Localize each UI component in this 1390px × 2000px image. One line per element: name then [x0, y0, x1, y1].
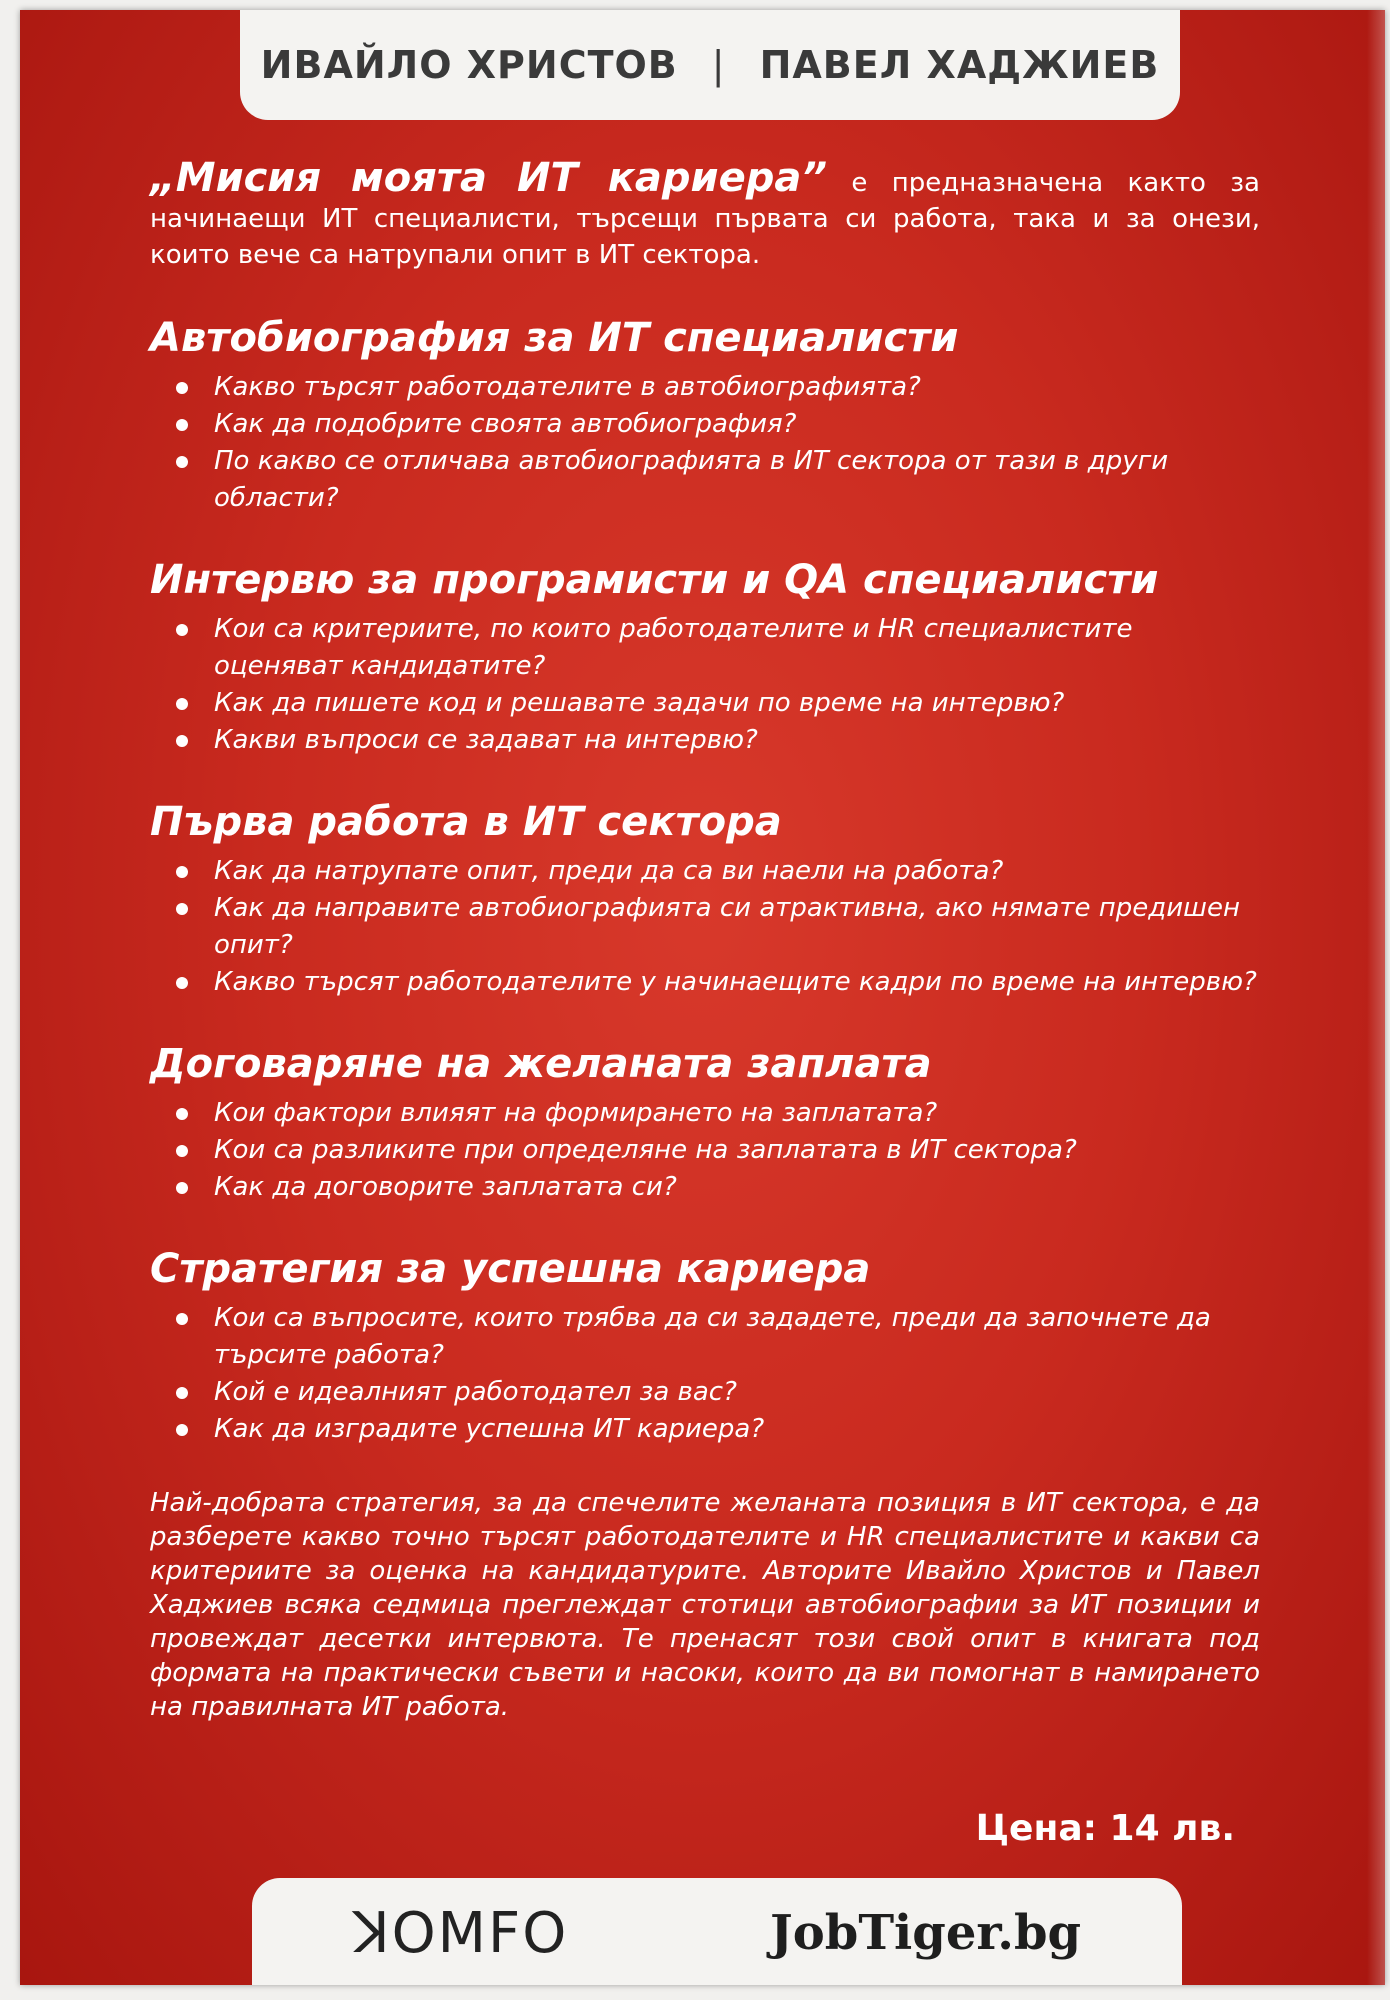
summary-paragraph: Най-добрата стратегия, за да спечелите желаната позиция в ИТ сектора, е да разберете какво точно търсят работодателите и HR специалистите и какви са критериите за оценка на кандидатурите. Авторите Ивайло Христов и Павел Хаджиев всяка седмица преглеждат стотици автобиографии за ИТ позиции и провеждат десетки интервюта. Те пренасят този свой опит в книгата под формата на практически съвети и насоки, които да ви помогнат в намирането на правилната ИТ работа.	[150, 1488, 1260, 1722]
section-title: Стратегия за успешна кариера	[150, 1246, 871, 1292]
bullet-list	[150, 1095, 1260, 1206]
bullet-item: Как да пишете код и решавате задачи по време на интервю?	[172, 685, 1260, 722]
bullet-item: Как да изградите успешна ИТ кариера?	[172, 1411, 1260, 1448]
bullet-item: Кои са въпросите, които трябва да си зададете, преди да започнете да търсите работа?	[172, 1300, 1260, 1374]
section-title: Първа работа в ИТ сектора	[150, 799, 782, 845]
bullet-list	[150, 369, 1260, 517]
section-title: Договаряне на желаната заплата	[150, 1041, 932, 1087]
author-name-2: ПАВЕЛ ХАДЖИЕВ	[759, 43, 1160, 87]
section-salary	[150, 1039, 1260, 1206]
komfo-logo: ꓘOMFO	[352, 1900, 569, 1966]
section-interview	[150, 555, 1260, 759]
section-title: Автобиография за ИТ специалисти	[150, 315, 959, 361]
price-label: Цена: 14 лв.	[975, 1808, 1235, 1849]
jobtiger-logo: JobTiger.bg	[770, 1905, 1082, 1961]
bullet-item: Кои фактори влияят на формирането на заплатата?	[172, 1095, 1260, 1132]
bullet-item: Как да договорите заплатата си?	[172, 1169, 1260, 1206]
book-back-cover	[20, 10, 1385, 1985]
bullet-list	[150, 853, 1260, 1001]
bullet-item: Как да направите автобиографията си атрактивна, ако нямате предишен опит?	[172, 890, 1260, 964]
cover-content	[150, 155, 1260, 1724]
book-title: „Мисия моята ИТ кариера”	[150, 155, 828, 201]
publishers-banner	[252, 1878, 1182, 1985]
section-cv	[150, 313, 1260, 517]
bullet-list	[150, 1300, 1260, 1448]
bullet-item: Кои са разликите при определяне на заплатата в ИТ сектора?	[172, 1132, 1260, 1169]
bullet-item: Какви въпроси се задават на интервю?	[172, 722, 1260, 759]
bullet-item: Как да натрупате опит, преди да са ви наели на работа?	[172, 853, 1260, 890]
bullet-item: Какво търсят работодателите у начинаещите кадри по време на интервю?	[172, 964, 1260, 1001]
bullet-item: Какво търсят работодателите в автобиографията?	[172, 369, 1260, 406]
authors-banner	[240, 10, 1180, 120]
bullet-item: По какво се отличава автобиографията в ИТ сектора от тази в други области?	[172, 443, 1260, 517]
section-first-job	[150, 797, 1260, 1001]
author-name-1: ИВАЙЛО ХРИСТОВ	[260, 43, 678, 87]
section-career-strategy	[150, 1244, 1260, 1448]
intro-text: е предназначена както за начинаещи ИТ специалисти, търсещи първата си работа, така и за онези, които вече са натрупали опит в ИТ сектора.	[150, 168, 1260, 270]
bullet-item: Кои са критериите, по които работодателите и HR специалистите оценяват кандидатите?	[172, 611, 1260, 685]
cover-edge	[1367, 10, 1385, 1985]
author-separator: |	[711, 43, 726, 87]
bullet-item: Как да подобрите своята автобиография?	[172, 406, 1260, 443]
bullet-list	[150, 611, 1260, 759]
section-title: Интервю за програмисти и QA специалисти	[150, 557, 1159, 603]
intro-paragraph	[150, 155, 1260, 273]
bullet-item: Кой е идеалният работодател за вас?	[172, 1374, 1260, 1411]
